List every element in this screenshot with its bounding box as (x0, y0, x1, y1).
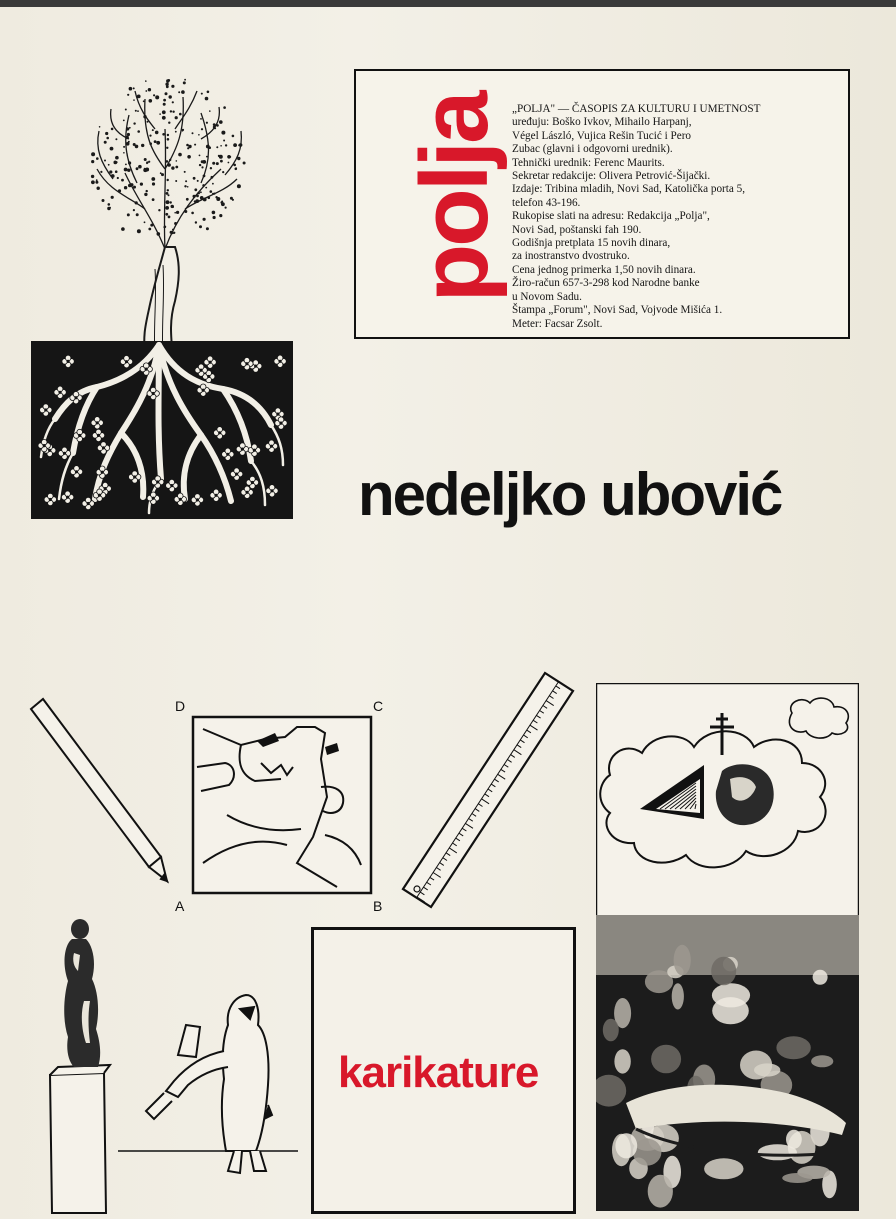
colophon-line: Cena jednog primerka 1,50 novih dinara. (512, 263, 696, 276)
karikature-box (311, 927, 576, 1214)
label-c: C (373, 698, 384, 714)
colophon (512, 103, 842, 331)
colophon-line: Štampa „Forum", Novi Sad, Vojvode Mišića 1. (512, 304, 723, 317)
label-d: D (175, 698, 186, 714)
karikature-label: karikature (338, 1048, 539, 1097)
colophon-line: Zubac (glavni i odgovorni urednik). (512, 143, 673, 156)
masthead-box (354, 69, 850, 339)
label-b: B (373, 898, 383, 914)
polja-logo (401, 93, 508, 315)
geometry-caricature (25, 667, 585, 922)
author-headline: nedeljko ubović (358, 461, 782, 528)
scan-top-edge (0, 0, 896, 7)
colophon-line: u Novom Sadu. (512, 290, 582, 303)
logo-text: polja (401, 93, 508, 303)
colophon-line: Rukopise slati na adresu: Redakcija „Polja", (512, 210, 710, 223)
colophon-line: „POLJA" — ČASOPIS ZA KULTURU I UMETNOST (512, 103, 761, 115)
colophon-line: Godišnja pretplata 15 novih dinara, (512, 237, 671, 250)
magazine-page (0, 7, 896, 1219)
colophon-line: uređuju: Boško Ivkov, Mihailo Harpanj, (512, 116, 692, 129)
religious-collage (596, 683, 859, 1211)
colophon-line: Žiro-račun 657-3-298 kod Narodne banke (512, 277, 700, 290)
colophon-line: za inostranstvo dvostruko. (512, 250, 630, 263)
colophon-line: telefon 43-196. (512, 196, 581, 209)
colophon-line: Tehnički urednik: Ferenc Maurits. (512, 156, 665, 169)
statue-caricature (28, 915, 308, 1215)
label-a: A (175, 898, 185, 914)
colophon-line: Meter: Facsar Zsolt. (512, 317, 603, 330)
colophon-line: Végel László, Vujica Rešin Tucić i Pero (512, 129, 692, 142)
tree-illustration (25, 69, 297, 524)
colophon-line: Izdaje: Tribina mladih, Novi Sad, Katolička porta 5, (512, 183, 746, 196)
colophon-line: Novi Sad, poštanski fah 190. (512, 223, 642, 236)
colophon-line: Sekretar redakcije: Olivera Petrović-Šijački. (512, 170, 711, 183)
